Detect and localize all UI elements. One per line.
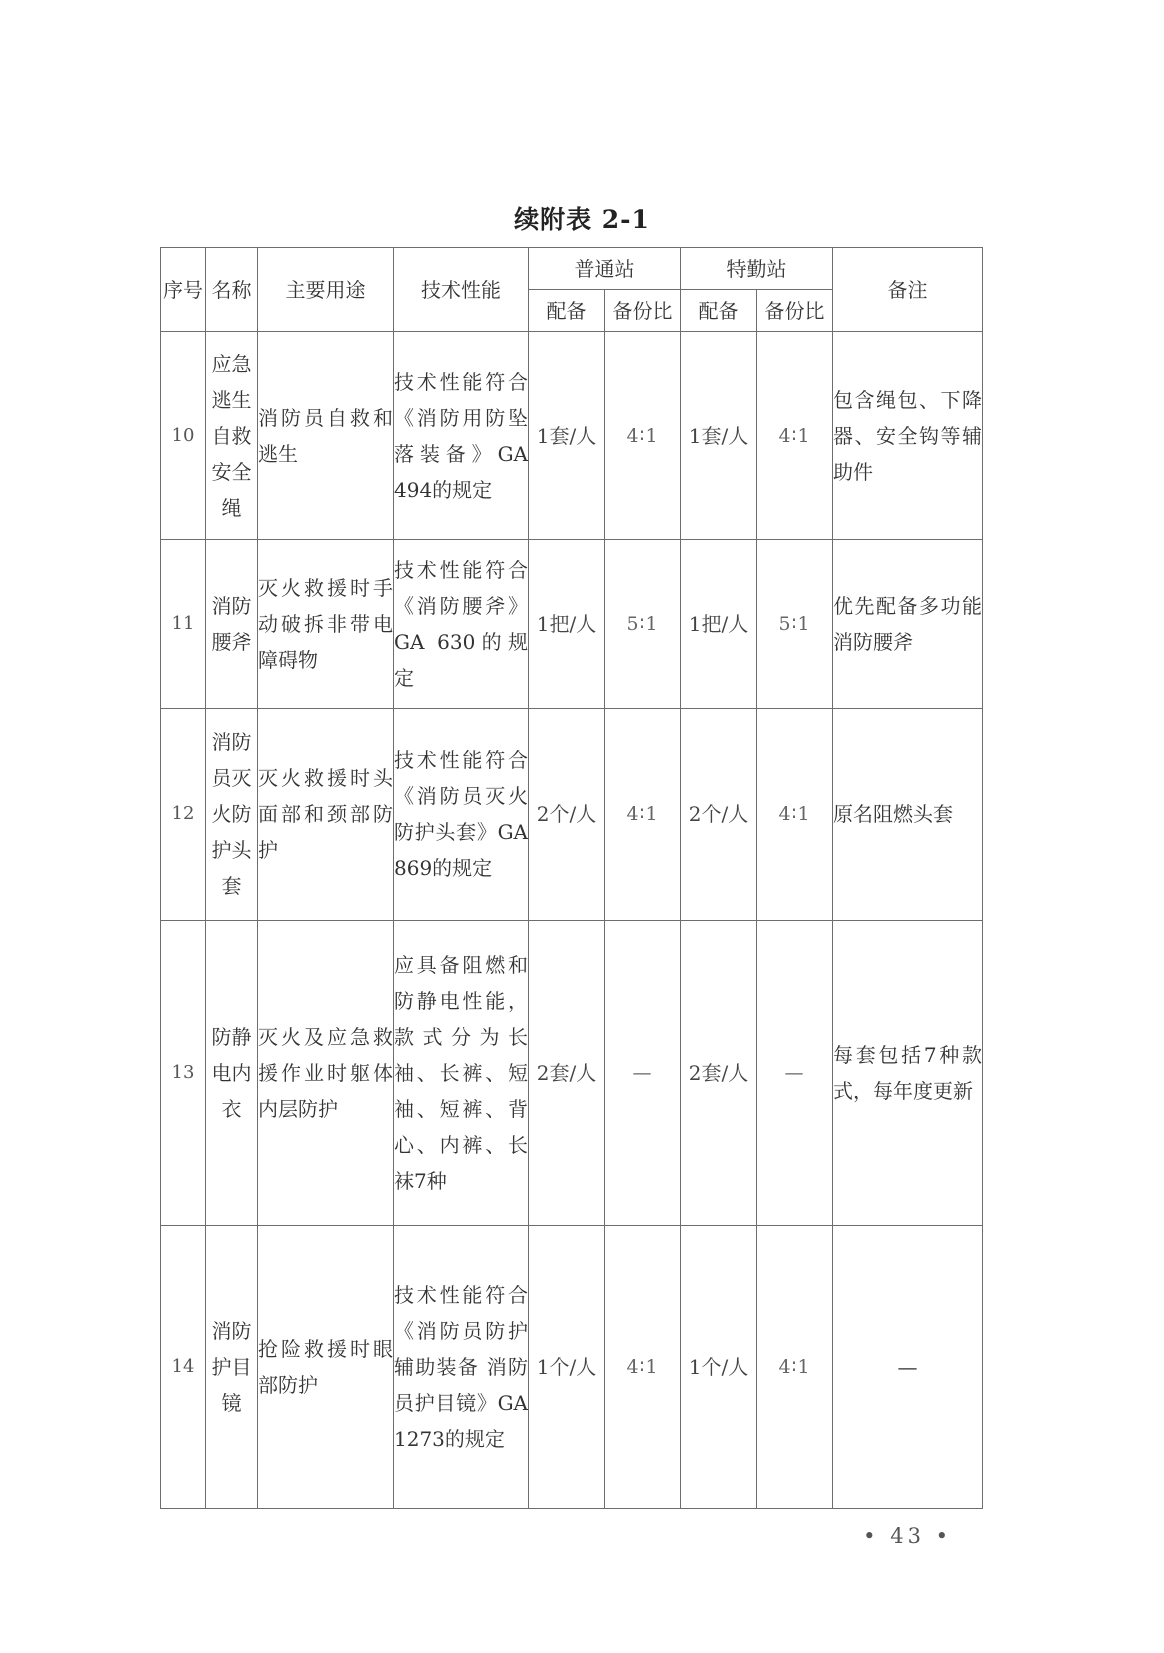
row-special-ratio: 4∶1 xyxy=(757,1225,833,1508)
table-title: 续附表 2-1 xyxy=(514,205,650,234)
row-special-equip: 2个/人 xyxy=(681,708,757,920)
header-seq: 序号 xyxy=(161,248,206,332)
header-name: 名称 xyxy=(206,248,258,332)
row-spec: 技术性能符合《消防员灭火防护头套》GA 869的规定 xyxy=(394,708,529,920)
row-special-equip: 2套/人 xyxy=(681,920,757,1225)
row-seq: 11 xyxy=(161,540,206,708)
row-name: 消防 员灭 火防 护头 套 xyxy=(206,708,258,920)
row-special-equip: 1个/人 xyxy=(681,1225,757,1508)
header-special-ratio: 备份比 xyxy=(757,290,833,332)
row-spec: 技术性能符合《消防用防坠落装备》GA 494的规定 xyxy=(394,332,529,540)
row-use: 灭火及应急救援作业时躯体内层防护 xyxy=(258,920,394,1225)
header-normal-station: 普通站 xyxy=(529,248,681,290)
table-row xyxy=(161,332,983,540)
row-normal-ratio: 5∶1 xyxy=(605,540,681,708)
row-normal-equip: 1个/人 xyxy=(529,1225,605,1508)
row-use: 消防员自救和逃生 xyxy=(258,332,394,540)
row-name: 应急 逃生 自救 安全 绳 xyxy=(206,332,258,540)
row-note: — xyxy=(833,1225,983,1508)
row-name: 防静 电内 衣 xyxy=(206,920,258,1225)
row-special-ratio: 4∶1 xyxy=(757,332,833,540)
row-use: 灭火救援时手动破拆非带电障碍物 xyxy=(258,540,394,708)
row-seq: 13 xyxy=(161,920,206,1225)
row-spec: 应具备阻燃和防静电性能，款式分为长袖、长裤、短袖、短裤、背心、内裤、长袜7种 xyxy=(394,920,529,1225)
header-note: 备注 xyxy=(833,248,983,332)
table-row xyxy=(161,1225,983,1508)
row-note: 包含绳包、下降器、安全钩等辅助件 xyxy=(833,332,983,540)
row-special-equip: 1把/人 xyxy=(681,540,757,708)
table-row xyxy=(161,540,983,708)
page-number: • 43 • xyxy=(863,1524,952,1548)
row-use: 抢险救援时眼部防护 xyxy=(258,1225,394,1508)
row-spec: 技术性能符合《消防员防护辅助装备 消防员护目镜》GA 1273的规定 xyxy=(394,1225,529,1508)
row-seq: 12 xyxy=(161,708,206,920)
header-special-equip: 配备 xyxy=(681,290,757,332)
row-normal-equip: 2个/人 xyxy=(529,708,605,920)
row-seq: 14 xyxy=(161,1225,206,1508)
row-normal-equip: 1套/人 xyxy=(529,332,605,540)
row-normal-ratio: 4∶1 xyxy=(605,1225,681,1508)
header-use: 主要用途 xyxy=(258,248,394,332)
equipment-table xyxy=(160,247,983,1509)
row-spec: 技术性能符合《消防腰斧》GA 630的规定 xyxy=(394,540,529,708)
row-normal-ratio: 4∶1 xyxy=(605,332,681,540)
header-spec: 技术性能 xyxy=(394,248,529,332)
row-name: 消防 护目 镜 xyxy=(206,1225,258,1508)
row-note: 原名阻燃头套 xyxy=(833,708,983,920)
row-special-ratio: 5∶1 xyxy=(757,540,833,708)
row-normal-equip: 1把/人 xyxy=(529,540,605,708)
row-name: 消防 腰斧 xyxy=(206,540,258,708)
row-normal-ratio: — xyxy=(605,920,681,1225)
header-special-station: 特勤站 xyxy=(681,248,833,290)
table-row xyxy=(161,708,983,920)
table-row xyxy=(161,920,983,1225)
header-normal-equip: 配备 xyxy=(529,290,605,332)
header-normal-ratio: 备份比 xyxy=(605,290,681,332)
row-special-ratio: — xyxy=(757,920,833,1225)
row-normal-ratio: 4∶1 xyxy=(605,708,681,920)
row-note: 每套包括7种款式，每年度更新 xyxy=(833,920,983,1225)
row-special-ratio: 4∶1 xyxy=(757,708,833,920)
row-special-equip: 1套/人 xyxy=(681,332,757,540)
row-note: 优先配备多功能消防腰斧 xyxy=(833,540,983,708)
row-use: 灭火救援时头面部和颈部防护 xyxy=(258,708,394,920)
row-seq: 10 xyxy=(161,332,206,540)
row-normal-equip: 2套/人 xyxy=(529,920,605,1225)
